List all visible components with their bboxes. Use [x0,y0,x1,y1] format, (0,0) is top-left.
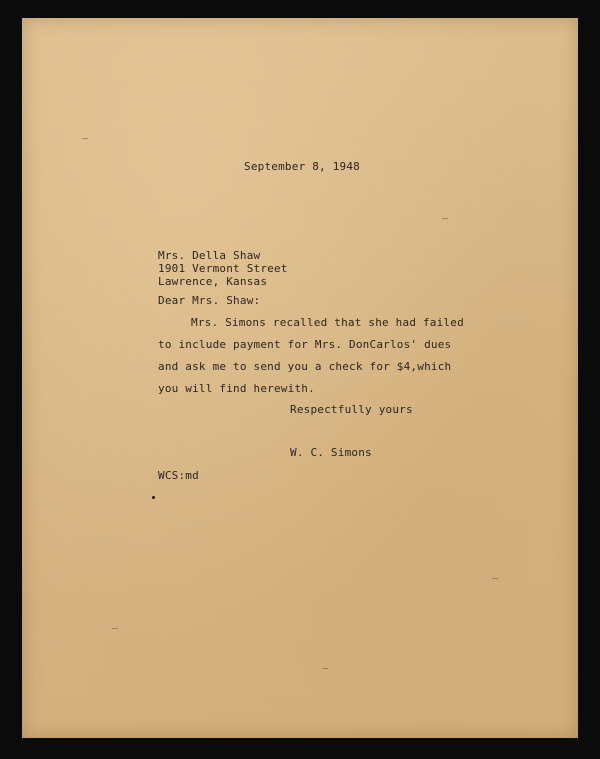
closing: Respectfully yours [290,403,413,416]
paper-fleck [492,578,498,579]
signature: W. C. Simons [290,446,372,459]
body-line-3: and ask me to send you a check for $4,which [158,360,452,373]
paper-fleck [82,138,88,139]
body-line-4: you will find herewith. [158,382,315,395]
recipient-name: Mrs. Della Shaw [158,249,261,262]
ink-speck [152,496,155,499]
salutation: Dear Mrs. Shaw: [158,294,261,307]
recipient-street: 1901 Vermont Street [158,262,288,275]
body-line-1: Mrs. Simons recalled that she had failed [191,316,464,329]
recipient-city: Lawrence, Kansas [158,275,268,288]
body-line-2: to include payment for Mrs. DonCarlos' dues [158,338,452,351]
paper-fleck [442,218,448,219]
letter-date: September 8, 1948 [244,160,360,173]
typist-initials: WCS:md [158,469,199,482]
paper-fleck [322,668,328,669]
letter-page [22,18,578,738]
paper-fleck [112,628,118,629]
